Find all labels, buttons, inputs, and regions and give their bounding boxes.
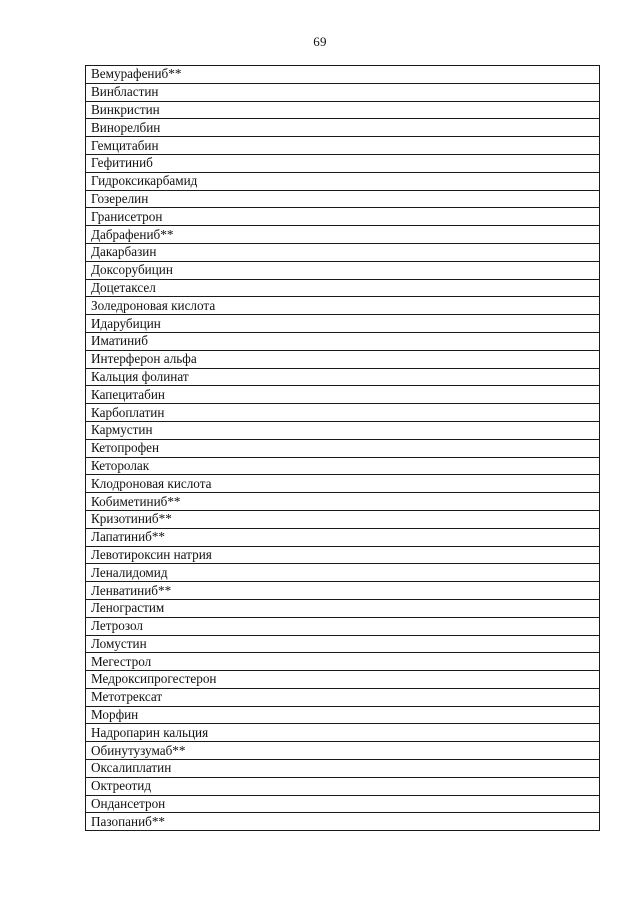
table-row xyxy=(86,671,600,689)
table-row xyxy=(86,315,600,333)
drug-name-cell: Карбоплатин xyxy=(86,404,600,422)
table-row xyxy=(86,493,600,511)
drug-name-cell: Кальция фолинат xyxy=(86,368,600,386)
table-row xyxy=(86,119,600,137)
table-row xyxy=(86,350,600,368)
drug-name-cell: Доцетаксел xyxy=(86,279,600,297)
drug-name-cell: Леналидомид xyxy=(86,564,600,582)
table-row xyxy=(86,599,600,617)
table-row xyxy=(86,688,600,706)
table-row xyxy=(86,760,600,778)
drug-name-cell: Гефитиниб xyxy=(86,154,600,172)
table-row xyxy=(86,510,600,528)
drug-name-cell: Интерферон альфа xyxy=(86,350,600,368)
drug-name-cell: Капецитабин xyxy=(86,386,600,404)
drug-name-cell: Октреотид xyxy=(86,777,600,795)
table-row xyxy=(86,332,600,350)
table-row xyxy=(86,386,600,404)
table-row xyxy=(86,279,600,297)
table-row xyxy=(86,742,600,760)
drug-name-cell: Ломустин xyxy=(86,635,600,653)
drug-name-cell: Левотироксин натрия xyxy=(86,546,600,564)
table-row xyxy=(86,475,600,493)
table-row xyxy=(86,635,600,653)
table-row xyxy=(86,154,600,172)
drug-name-cell: Кеторолак xyxy=(86,457,600,475)
drug-name-cell: Винбластин xyxy=(86,83,600,101)
table-row xyxy=(86,617,600,635)
table-row xyxy=(86,172,600,190)
drug-name-cell: Кетопрофен xyxy=(86,439,600,457)
table-row xyxy=(86,439,600,457)
drug-name-cell: Кармустин xyxy=(86,421,600,439)
drug-name-cell: Иматиниб xyxy=(86,332,600,350)
drug-name-cell: Кобиметиниб** xyxy=(86,493,600,511)
drug-name-cell: Морфин xyxy=(86,706,600,724)
drug-name-cell: Вемурафениб** xyxy=(86,66,600,84)
drug-name-cell: Ленватиниб** xyxy=(86,582,600,600)
table-row xyxy=(86,243,600,261)
drug-name-cell: Кризотиниб** xyxy=(86,510,600,528)
table-row xyxy=(86,101,600,119)
table-row xyxy=(86,528,600,546)
table-row xyxy=(86,421,600,439)
drug-name-cell: Гозерелин xyxy=(86,190,600,208)
drug-name-cell: Ленограстим xyxy=(86,599,600,617)
table-row xyxy=(86,653,600,671)
table-row xyxy=(86,457,600,475)
drug-name-cell: Гемцитабин xyxy=(86,137,600,155)
drug-name-cell: Идарубицин xyxy=(86,315,600,333)
drug-name-cell: Обинутузумаб** xyxy=(86,742,600,760)
drug-name-cell: Гидроксикарбамид xyxy=(86,172,600,190)
table-row xyxy=(86,546,600,564)
drug-name-cell: Медроксипрогестерон xyxy=(86,671,600,689)
drug-name-cell: Лапатиниб** xyxy=(86,528,600,546)
table-row xyxy=(86,66,600,84)
drug-list-table xyxy=(85,65,600,831)
drug-name-cell: Дакарбазин xyxy=(86,243,600,261)
drug-name-cell: Мегестрол xyxy=(86,653,600,671)
table-row xyxy=(86,208,600,226)
table-row xyxy=(86,777,600,795)
drug-name-cell: Доксорубицин xyxy=(86,261,600,279)
drug-name-cell: Дабрафениб** xyxy=(86,226,600,244)
table-row xyxy=(86,724,600,742)
drug-name-cell: Клодроновая кислота xyxy=(86,475,600,493)
table-row xyxy=(86,297,600,315)
table-row xyxy=(86,261,600,279)
drug-name-cell: Ондансетрон xyxy=(86,795,600,813)
table-row xyxy=(86,226,600,244)
drug-name-cell: Пазопаниб** xyxy=(86,813,600,831)
drug-name-cell: Летрозол xyxy=(86,617,600,635)
drug-name-cell: Оксалиплатин xyxy=(86,760,600,778)
drug-name-cell: Золедроновая кислота xyxy=(86,297,600,315)
table-row xyxy=(86,137,600,155)
drug-list-body xyxy=(86,66,600,831)
table-row xyxy=(86,813,600,831)
drug-name-cell: Метотрексат xyxy=(86,688,600,706)
drug-name-cell: Винорелбин xyxy=(86,119,600,137)
drug-name-cell: Винкристин xyxy=(86,101,600,119)
table-row xyxy=(86,564,600,582)
table-row xyxy=(86,706,600,724)
table-row xyxy=(86,83,600,101)
page-number: 69 xyxy=(313,34,327,49)
table-row xyxy=(86,582,600,600)
drug-name-cell: Надропарин кальция xyxy=(86,724,600,742)
drug-name-cell: Гранисетрон xyxy=(86,208,600,226)
table-row xyxy=(86,368,600,386)
table-row xyxy=(86,404,600,422)
table-row xyxy=(86,795,600,813)
table-row xyxy=(86,190,600,208)
